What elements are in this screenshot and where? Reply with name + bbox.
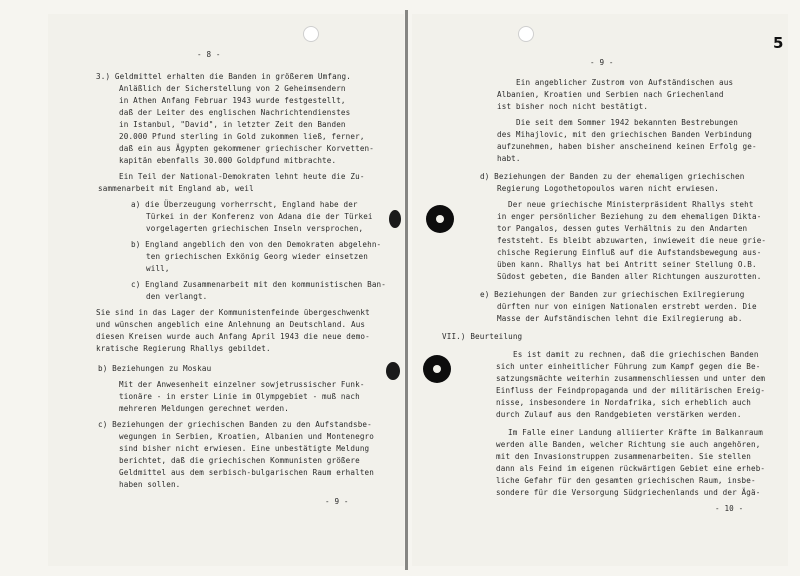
text-line: satzungsmächte weiterhin zusammenschliessen und unter dem bbox=[496, 374, 766, 383]
text-line: Regierung Logothetopoulos waren nicht erwiesen. bbox=[497, 184, 719, 193]
text-line: den verlangt. bbox=[146, 292, 208, 301]
text-line: Es ist damit zu rechnen, daß die griechischen Banden bbox=[513, 350, 759, 359]
text-line: a) die Überzeugung vorherrscht, England habe der bbox=[131, 200, 358, 209]
text-line: Anläßlich der Sicherstellung von 2 Geheimsendern bbox=[119, 84, 346, 93]
text-line: ist bisher noch nicht bestätigt. bbox=[497, 102, 649, 111]
text-line: Masse der Aufständischen lehnt die Exilregierung ab. bbox=[497, 314, 743, 323]
text-line: Albanien, Kroatien und Serbien nach Griechenland bbox=[497, 90, 724, 99]
text-line: c) Beziehungen der griechischen Banden zu den Aufstandsbe- bbox=[98, 420, 372, 429]
text-line: tor Pangalos, dessen gutes Verhältnis zu den Andarten bbox=[497, 224, 748, 233]
text-line: dürften nur von einigen Nationalen erstrebt werden. Die bbox=[497, 302, 757, 311]
text-line: Der neue griechische Ministerpräsident Rhallys steht bbox=[508, 200, 754, 209]
text-line: Einfluss der Feindpropaganda und der militärischen Ereig- bbox=[496, 386, 766, 395]
text-line: kratische Regierung Rhallys gebildet. bbox=[96, 344, 271, 353]
text-line: sich unter einheitlicher Führung zum Kampf gegen die Be- bbox=[496, 362, 761, 371]
text-line: feststeht. Es bleibt abzuwarten, inwieweit die neue grie- bbox=[497, 236, 767, 245]
text-line: nisse, insbesondere in Nordafrika, sich erheblich auch bbox=[496, 398, 751, 407]
text-line: c) England Zusammenarbeit mit den kommunistischen Ban- bbox=[131, 280, 386, 289]
left-page-header: - 8 - bbox=[197, 50, 221, 59]
text-line: in Athen Anfang Februar 1943 wurde festgestellt, bbox=[119, 96, 346, 105]
text-line: e) Beziehungen der Banden zur griechischen Exilregierung bbox=[480, 290, 745, 299]
text-line: Türkei in der Konferenz von Adana die der Türkei bbox=[146, 212, 373, 221]
text-line: Mit der Anwesenheit einzelner sowjetrussischer Funk- bbox=[119, 380, 365, 389]
text-line: 3.) Geldmittel erhalten die Banden in größerem Umfang. bbox=[96, 72, 351, 81]
text-line: daß ein aus Ägypten gekommener griechischer Korvetten- bbox=[119, 144, 374, 153]
left-page-footer: - 9 - bbox=[325, 497, 349, 506]
text-line: mehreren Meldungen gerechnet werden. bbox=[119, 404, 289, 413]
binder-hole bbox=[303, 26, 319, 42]
text-line: Im Falle einer Landung alliierter Kräfte im Balkanraum bbox=[508, 428, 763, 437]
text-line: berichtet, daß die griechischen Kommunisten größere bbox=[119, 456, 360, 465]
punch-hole bbox=[423, 355, 451, 383]
text-line: aufzunehmen, haben bisher anscheinend keinen Erfolg ge- bbox=[497, 142, 757, 151]
page-fold-line bbox=[405, 10, 408, 570]
text-line: in enger persönlicher Beziehung zu dem ehemaligen Dikta- bbox=[497, 212, 762, 221]
text-line: VII.) Beurteilung bbox=[442, 332, 523, 341]
punch-hole bbox=[426, 205, 454, 233]
text-line: sind bisher nicht erwiesen. Eine unbestätigte Meldung bbox=[119, 444, 370, 453]
text-line: Sie sind in das Lager der Kommunistenfeinde übergeschwenkt bbox=[96, 308, 370, 317]
text-line: liche Gefahr für den gesamten griechischen Raum, insbe- bbox=[496, 476, 756, 485]
text-line: wegungen in Serbien, Kroatien, Albanien und Montenegro bbox=[119, 432, 374, 441]
text-line: Südost gebeten, die Banden aller Richtungen auszurotten. bbox=[497, 272, 762, 281]
text-line: in Istanbul, "David", in letzter Zeit den Banden bbox=[119, 120, 346, 129]
text-line: mit den Invasionstruppen zusammenarbeiten. Sie stellen bbox=[496, 452, 751, 461]
text-line: vorgelagerten griechischen Inseln versprochen, bbox=[146, 224, 364, 233]
text-line: b) Beziehungen zu Moskau bbox=[98, 364, 212, 373]
text-line: b) England angeblich den von den Demokraten abgelehn- bbox=[131, 240, 382, 249]
text-line: diesen Kreisen wurde auch Anfang April 1943 die neue demo- bbox=[96, 332, 370, 341]
text-line: des Mihajlovic, mit den griechischen Banden Verbindung bbox=[497, 130, 752, 139]
text-line: Ein angeblicher Zustrom von Aufständischen aus bbox=[516, 78, 734, 87]
text-line: dann als Feind im eigenen rückwärtigen Gebiet eine erheb- bbox=[496, 464, 766, 473]
right-page-header: - 9 - bbox=[590, 58, 614, 67]
ink-smudge bbox=[389, 210, 401, 228]
text-line: kapitän ebenfalls 30.000 Goldpfund mitbrachte. bbox=[119, 156, 337, 165]
text-line: chische Regierung Einfluß auf die Aufstandsbewegung aus- bbox=[497, 248, 762, 257]
text-line: werden alle Banden, welcher Richtung sie auch angehören, bbox=[496, 440, 761, 449]
text-line: d) Beziehungen der Banden zu der ehemaligen griechischen bbox=[480, 172, 745, 181]
text-line: Geldmittel aus dem serbisch-bulgarischen Raum erhalten bbox=[119, 468, 374, 477]
right-page-footer: - 10 - bbox=[715, 504, 744, 513]
text-line: sondere für die Versorgung Südgriechenlands und der Ägä- bbox=[496, 488, 761, 497]
text-line: daß der Leiter des englischen Nachrichtendienstes bbox=[119, 108, 351, 117]
ink-smudge bbox=[386, 362, 400, 380]
text-line: 20.000 Pfund sterling in Gold zukommen ließ, ferner, bbox=[119, 132, 365, 141]
text-line: habt. bbox=[497, 154, 521, 163]
text-line: sammenarbeit mit England ab, weil bbox=[98, 184, 254, 193]
text-line: tionäre - in erster Linie im Olympgebiet - muß nach bbox=[119, 392, 360, 401]
text-line: und wünschen angeblich eine Anlehnung an Deutschland. Aus bbox=[96, 320, 366, 329]
text-line: Ein Teil der National-Demokraten lehnt heute die Zu- bbox=[119, 172, 365, 181]
text-line: ten griechischen Exkönig Georg wieder einsetzen bbox=[146, 252, 368, 261]
binder-hole bbox=[518, 26, 534, 42]
text-line: durch Zulauf aus den Randgebieten verstärken werden. bbox=[496, 410, 742, 419]
corner-page-number: 5 bbox=[773, 34, 784, 52]
text-line: üben kann. Rhallys hat bei Antritt seiner Stellung O.B. bbox=[497, 260, 757, 269]
text-line: haben sollen. bbox=[119, 480, 181, 489]
text-line: will, bbox=[146, 264, 170, 273]
text-line: Die seit dem Sommer 1942 bekannten Bestrebungen bbox=[516, 118, 738, 127]
